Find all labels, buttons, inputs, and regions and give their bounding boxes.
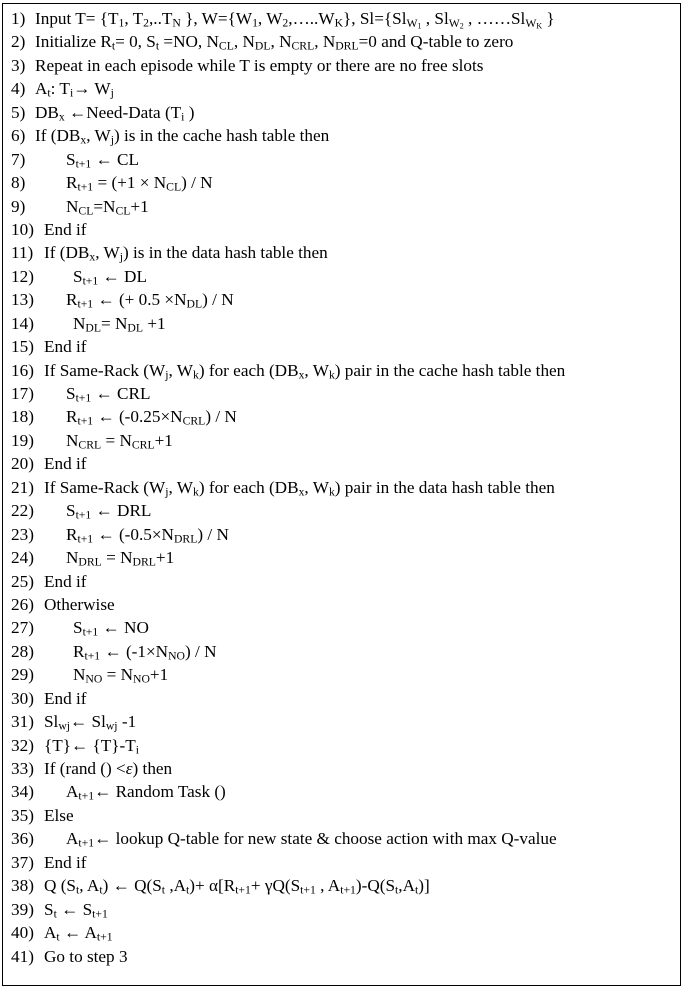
- line-text: $A_{t+1}\leftarrow$ Random Task (): [66, 782, 226, 803]
- line-number: 38): [11, 876, 34, 896]
- line-text: End if: [44, 571, 87, 591]
- line-text: End if: [44, 454, 87, 474]
- line-text: If ($DB_x$, $W_j$) is in the data hash table then: [44, 243, 328, 264]
- algorithm-line: [3, 241, 680, 264]
- line-number: 17): [11, 384, 34, 403]
- line-number: 13): [11, 290, 34, 310]
- line-number: 34): [11, 782, 34, 802]
- line-number: 7): [11, 149, 26, 169]
- algorithm-line: [3, 54, 680, 77]
- line-number: 33): [11, 759, 34, 778]
- line-number: 4): [11, 79, 26, 99]
- line-text: $N_{NO} = N_{NO}+1$: [73, 665, 169, 686]
- line-text: Otherwise: [44, 594, 115, 614]
- line-number: 11): [11, 243, 34, 263]
- algorithm-line: [3, 124, 680, 147]
- algorithm-line: [3, 945, 680, 968]
- line-text: $R_{t+1} = (+1 \times N_{CL}) / N$: [66, 173, 213, 194]
- algorithm-line: [3, 827, 680, 850]
- line-text: Initialize $R_t= 0$, $S_t =NO$, $N_{CL}$, $N_{DL}$, $N_{CRL}$, $N_{DRL}=0$ and Q-table to zero: [35, 32, 514, 53]
- algorithm-line: [3, 218, 680, 241]
- line-number: 16): [11, 360, 34, 380]
- line-number: 24): [11, 548, 34, 568]
- algorithm-line: [3, 780, 680, 803]
- algorithm-line: [3, 171, 680, 194]
- algorithm-line: [3, 640, 680, 663]
- line-text: $DB_x$ ←Need-Data ($T_i$ ): [35, 102, 195, 124]
- line-text: If Same-Rack ($W_j$, $W_k$) for each ($DB_x$, $W_k$) pair in the data hash table then: [44, 477, 555, 499]
- line-text: Go to step 3: [44, 946, 128, 966]
- line-number: 35): [11, 805, 34, 825]
- line-number: 31): [11, 712, 34, 732]
- line-text: $R_{t+1}$ ← $(-0.25\times N_{CRL}) / N$: [66, 407, 237, 428]
- algorithm-line: [3, 312, 680, 335]
- line-number: 10): [11, 219, 34, 239]
- line-number: 30): [11, 688, 34, 708]
- line-number: 20): [11, 454, 34, 474]
- algorithm-line: [3, 288, 680, 311]
- line-number: 8): [11, 173, 26, 193]
- line-text: If Same-Rack ($W_j$, $W_k$) for each ($DB_x$, $W_k$) pair in the cache hash table then: [44, 360, 566, 382]
- line-number: 2): [11, 32, 26, 52]
- line-number: 1): [11, 9, 26, 28]
- line-number: 3): [11, 55, 26, 75]
- algorithm-line: [3, 687, 680, 710]
- line-text: End if: [44, 852, 87, 872]
- algorithm-line: [3, 663, 680, 686]
- line-text: $R_{t+1}$ ← $(-1\times N_{NO}) / N$: [73, 641, 217, 663]
- line-text: $S_{t+1}$ ← DRL: [66, 501, 152, 522]
- algorithm-line: [3, 101, 680, 124]
- line-number: 18): [11, 407, 34, 427]
- line-text: $S_{t+1}$ ← DL: [73, 266, 147, 288]
- line-text: $A_t$ ← $A_{t+1}$: [44, 923, 113, 944]
- line-number: 27): [11, 618, 34, 638]
- algorithm-line: [3, 335, 680, 358]
- line-text: $N_{CL}=N_{CL}+1$: [66, 196, 149, 218]
- line-number: 12): [11, 266, 34, 286]
- line-number: 23): [11, 524, 34, 544]
- line-text: End if: [44, 337, 87, 357]
- algorithm-line: [3, 30, 680, 53]
- algorithm-line: [3, 7, 680, 30]
- algorithm-box: [2, 3, 681, 986]
- line-text: $A_t$: $T_i\to W_j$: [35, 79, 114, 100]
- algorithm-line: [3, 148, 680, 171]
- line-number: 9): [11, 196, 26, 216]
- line-text: $Sl_{wj}\leftarrow$ $Sl_{wj}$ -1: [44, 712, 137, 733]
- algorithm-line: [3, 921, 680, 944]
- algorithm-line: [3, 359, 680, 382]
- line-text: End if: [44, 219, 87, 239]
- algorithm-line: [3, 616, 680, 639]
- line-number: 37): [11, 852, 34, 872]
- line-number: 14): [11, 313, 34, 333]
- algorithm-line: [3, 499, 680, 522]
- algorithm-line: [3, 77, 680, 100]
- line-text: Input $T= \{T_1$, $T_2,..T_N$ }, $W=\{W_1$, $W_2,\dots..W_K$}, $Sl=\{Sl_{W_1}$ , $Sl_{W_2}$ , $\dots\dots Sl_{W_K}$ }: [35, 9, 555, 31]
- line-number: 41): [11, 946, 34, 966]
- algorithm-line: [3, 452, 680, 475]
- line-number: 40): [11, 923, 34, 943]
- line-number: 6): [11, 126, 26, 146]
- line-text: $S_t$ ← $S_{t+1}$: [44, 899, 108, 921]
- line-number: 19): [11, 430, 34, 450]
- algorithm-line: [3, 382, 680, 405]
- algorithm-line: [3, 405, 680, 428]
- line-number: 22): [11, 501, 34, 521]
- line-text: $R_{t+1}$ ← (+ $0.5 \times N_{DL}) / N$: [66, 290, 234, 311]
- algorithm-line: [3, 546, 680, 569]
- algorithm-line: [3, 804, 680, 827]
- line-text: If ($DB_x$, $W_j$) is in the cache hash table then: [35, 126, 330, 147]
- algorithm-line: [3, 195, 680, 218]
- line-text: $N_{DL}= N_{DL} +1$: [73, 313, 166, 335]
- algorithm-line: [3, 523, 680, 546]
- line-number: 36): [11, 829, 34, 849]
- algorithm-line: [3, 710, 680, 733]
- line-text: Q ($S_t$, $A_t$) ← $Q(S_t$ $,A_t)+ \alpha[R_{t+1}+ \gamma Q(S_{t+1}$ , $A_{t+1})-Q(S_t,A_t)$]: [44, 876, 430, 897]
- line-text: Repeat in each episode while T is empty or there are no free slots: [35, 55, 484, 75]
- line-number: 26): [11, 594, 34, 614]
- line-text: If (rand () <ε) then: [44, 759, 173, 778]
- algorithm-line: [3, 757, 680, 780]
- algorithm-line: [3, 593, 680, 616]
- line-text: $S_{t+1}$ ← CRL: [66, 384, 151, 405]
- line-text: $S_{t+1}$ ← NO: [73, 618, 149, 639]
- algorithm-line: [3, 734, 680, 757]
- algorithm-lines: [3, 7, 680, 968]
- line-number: 5): [11, 102, 26, 122]
- algorithm-line: [3, 874, 680, 897]
- line-number: 15): [11, 337, 34, 357]
- line-number: 21): [11, 477, 34, 497]
- line-text: $N_{CRL} = N_{CRL}+1$: [66, 430, 173, 452]
- algorithm-line: [3, 265, 680, 288]
- line-text: Else: [44, 805, 74, 825]
- algorithm-line: [3, 851, 680, 874]
- algorithm-line: [3, 476, 680, 499]
- line-number: 29): [11, 665, 34, 685]
- algorithm-line: [3, 570, 680, 593]
- line-text: $R_{t+1}$ ← $(-0.5\times N_{DRL}) / N$: [66, 524, 229, 546]
- line-text: $S_{t+1}$ ← CL: [66, 149, 139, 171]
- line-number: 25): [11, 571, 34, 591]
- line-text: $N_{DRL} = N_{DRL}+1$: [66, 548, 175, 569]
- line-number: 32): [11, 735, 34, 755]
- algorithm-line: [3, 898, 680, 921]
- line-text: {T}← $\{T\}-T_i$: [44, 735, 139, 757]
- line-number: 39): [11, 899, 34, 919]
- line-number: 28): [11, 641, 34, 661]
- algorithm-line: [3, 429, 680, 452]
- line-text: End if: [44, 688, 87, 708]
- line-text: $A_{t+1}\leftarrow$ lookup Q-table for new state & choose action with max Q-value: [66, 829, 557, 850]
